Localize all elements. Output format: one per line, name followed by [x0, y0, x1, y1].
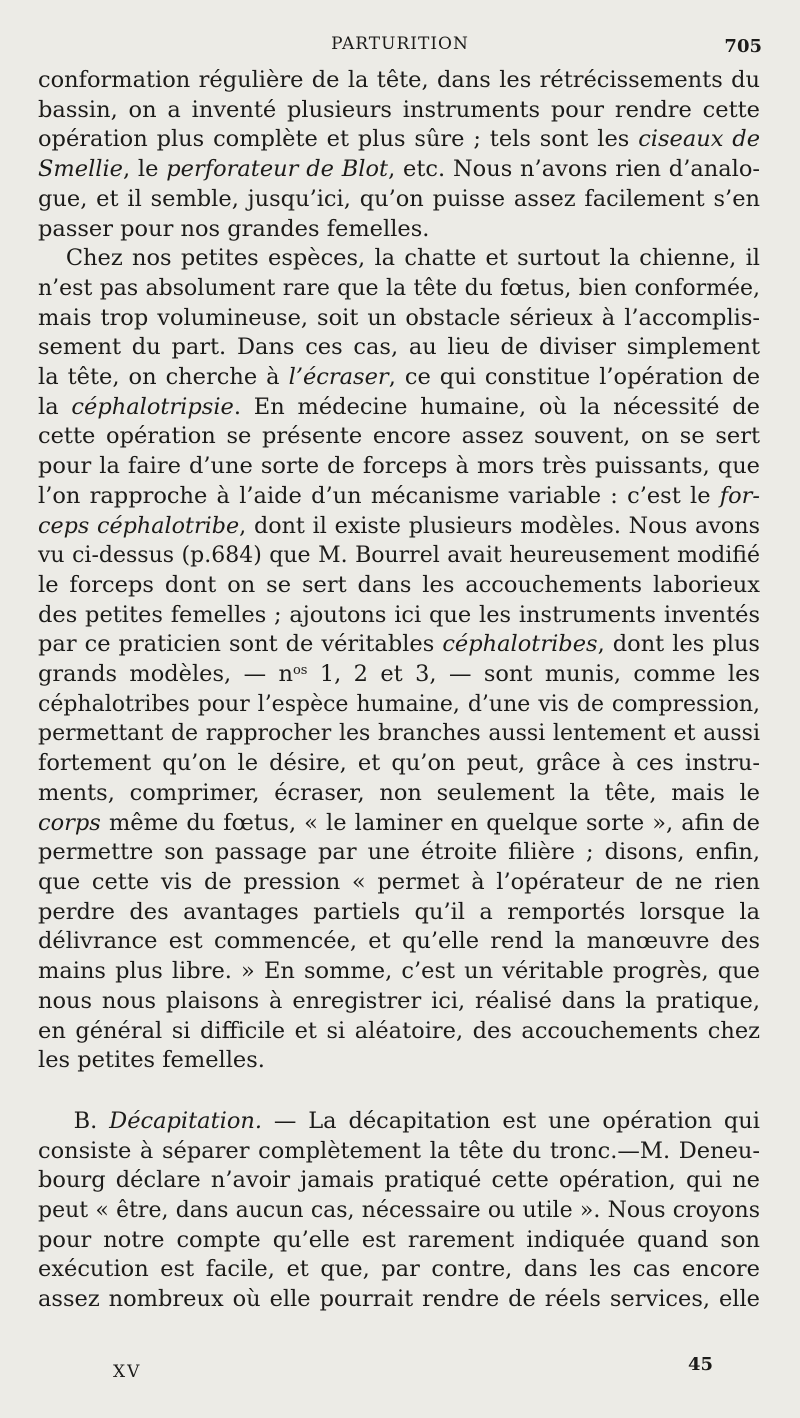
text-line: que cette vis de pression « permet à l’opérateur de ne rien [38, 868, 760, 895]
section-heading: Décapitation. [109, 1107, 263, 1134]
paragraph-2 [38, 244, 760, 1076]
text-line: les petites femelles. [38, 1047, 265, 1074]
text-line: la céphalotripsie. En médecine humaine, où la nécessité de [38, 393, 761, 420]
text-line: ments, comprimer, écraser, non seulement la tête, mais le [38, 779, 760, 806]
text-line: perdre des avantages partiels qu’il a remportés lorsque la [38, 898, 760, 925]
paragraph-3 [38, 1107, 760, 1315]
text-line: exécution est facile, et que, par contre, dans les cas encore [38, 1256, 760, 1283]
text-line: passer pour nos grandes femelles. [38, 215, 430, 242]
text-line: gue, et il semble, jusqu’ici, qu’on puisse assez facilement s’en [38, 185, 760, 212]
body-text [38, 66, 760, 1315]
paragraph-gap [38, 1076, 760, 1107]
text-line: par ce praticien sont de véritables céphalotribes, dont les plus [38, 631, 760, 658]
text-line: des petites femelles ; ajoutons ici que les instruments inventés [38, 601, 760, 628]
text-line: conformation régulière de la tête, dans les rétrécissements du [38, 67, 760, 93]
text-line: Smellie, le perforateur de Blot, etc. Nous n’avons rien d’analo- [38, 156, 761, 183]
text-line: sement du part. Dans ces cas, au lieu de diviser simplement [38, 334, 760, 361]
italic-term: céphalotribes [442, 631, 598, 658]
page-footer [0, 1354, 800, 1384]
paragraph-1 [38, 66, 760, 244]
text-line: Chez nos petites espèces, la chatte et surtout la chienne, il [65, 245, 760, 272]
text-line: pour la faire d’une sorte de forceps à mors très puissants, que [38, 453, 760, 480]
text-line: permettant de rapprocher les branches aussi lentement et aussi [38, 721, 760, 747]
text-line: opération plus complète et plus sûre ; tels sont les ciseaux de [38, 126, 761, 153]
text-line: le forceps dont on se sert dans les accouchements laborieux [38, 571, 760, 598]
superscript: os [292, 663, 308, 679]
italic-term: ciseaux de [638, 126, 761, 153]
text-line: corps même du fœtus, « le laminer en quelque sorte », afin de [38, 809, 760, 836]
text-line: ceps céphalotribe, dont il existe plusieurs modèles. Nous avons [38, 512, 760, 539]
italic-term: corps [38, 809, 101, 836]
text-line: nous nous plaisons à enregistrer ici, réalisé dans la pratique, [38, 987, 760, 1014]
italic-term: ceps céphalotribe [38, 512, 240, 539]
text-line: mais trop volumineuse, soit un obstacle sérieux à l’accomplis- [38, 304, 760, 331]
running-title: PARTURITION [331, 34, 469, 54]
italic-term: for- [719, 482, 761, 509]
text-line: la tête, on cherche à l’écraser, ce qui constitue l’opération de [38, 364, 761, 391]
text-line: bourg déclare n’avoir jamais pratiqué cette opération, qui ne [38, 1167, 760, 1194]
gathering-number: 45 [688, 1354, 714, 1375]
text-line: pour notre compte qu’elle est rarement indiquée quand son [38, 1226, 760, 1253]
text-line: céphalotribes pour l’espèce humaine, d’une vis de compression, [38, 691, 760, 717]
italic-term: Smellie [38, 156, 123, 183]
text-line: B. Décapitation. — La décapitation est une opération qui [73, 1107, 760, 1134]
text-line: en général si difficile et si aléatoire, des accouchements chez [38, 1017, 760, 1044]
text-line: permettre son passage par une étroite filière ; disons, enfin, [38, 839, 760, 866]
signature-mark: XV [113, 1362, 142, 1382]
text-line: bassin, on a inventé plusieurs instruments pour rendre cette [38, 96, 760, 123]
text-line: l’on rapproche à l’aide d’un mécanisme variable : c’est le for- [38, 482, 761, 509]
text-line: vu ci-dessus (p.684) que M. Bourrel avait heureusement modifié [38, 543, 760, 569]
text-line: assez nombreux où elle pourrait rendre de réels services, elle [38, 1286, 760, 1313]
text-line: fortement qu’on le désire, et qu’on peut, grâce à ces instru- [38, 750, 760, 777]
page-header [0, 34, 800, 60]
section-letter: B. [73, 1107, 98, 1134]
text-line: consiste à séparer complètement la tête du tronc.—M. Deneu- [38, 1137, 760, 1164]
italic-term: perforateur de Blot [166, 156, 389, 183]
text-line: délivrance est commencée, et qu’elle rend la manœuvre des [38, 928, 760, 955]
text-line: n’est pas absolument rare que la tête du fœtus, bien conformée, [38, 275, 760, 301]
italic-term: céphalotripsie [71, 393, 234, 420]
page-number: 705 [724, 36, 762, 57]
text-line: peut « être, dans aucun cas, nécessaire ou utile ». Nous croyons [38, 1198, 760, 1224]
italic-term: l’écraser [288, 364, 389, 391]
text-line: cette opération se présente encore assez souvent, on se sert [38, 423, 760, 450]
text-line: mains plus libre. » En somme, c’est un véritable progrès, que [38, 958, 760, 985]
text-line: grands modèles, — $n^{os}$ 1, 2 et 3, — sont munis, comme les [38, 661, 760, 688]
